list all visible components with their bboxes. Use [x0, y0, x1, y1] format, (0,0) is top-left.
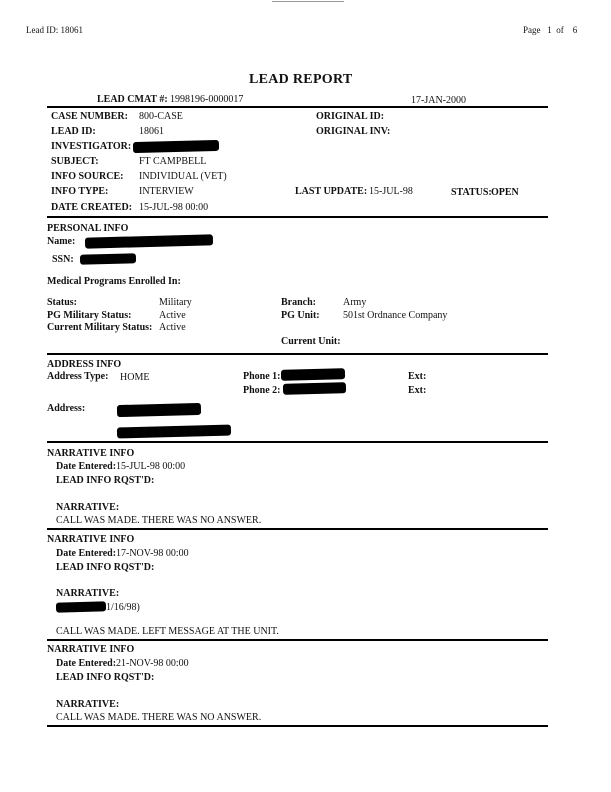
info-source-label: INFO SOURCE: [51, 171, 124, 182]
ssn-redaction [80, 253, 136, 264]
report-title: LEAD REPORT [249, 72, 353, 87]
page-total: 6 [572, 25, 578, 35]
info-type-value: INTERVIEW [139, 186, 194, 197]
phone1-redaction [281, 368, 345, 381]
pg-military-status-value: Active [159, 310, 186, 321]
lead-info-rqstd-label: LEAD INFO RQST'D: [56, 672, 155, 683]
lead-info-rqstd-label: LEAD INFO RQST'D: [56, 562, 155, 573]
pg-military-status-label: PG Military Status: [47, 310, 132, 321]
divider [47, 106, 548, 108]
divider [47, 528, 548, 530]
address-info-heading: ADDRESS INFO [47, 359, 122, 370]
case-number-value: 800-CASE [139, 111, 183, 122]
lead-info-rqstd-label: LEAD INFO RQST'D: [56, 475, 155, 486]
date-created-label: DATE CREATED: [51, 202, 133, 213]
info-source-value: INDIVIDUAL (VET) [139, 171, 227, 182]
branch-value: Army [343, 297, 367, 308]
original-id-label: ORIGINAL ID: [316, 111, 385, 122]
investigator-label: INVESTIGATOR: [51, 141, 132, 152]
status-value: OPEN [491, 187, 519, 198]
narrative-text: CALL WAS MADE. THERE WAS NO ANSWER. [56, 712, 262, 723]
subject-label: SUBJECT: [51, 156, 99, 167]
top-scan-line [272, 1, 344, 2]
name-label: Name: [47, 236, 76, 247]
narrative-label: NARRATIVE: [56, 588, 120, 599]
divider [47, 639, 548, 641]
address-line2-redaction [117, 425, 231, 439]
current-unit-label: Current Unit: [281, 336, 341, 347]
date-entered-value: 15-JUL-98 00:00 [116, 461, 186, 472]
phone2-label: Phone 2: [243, 385, 281, 396]
narrative-heading: NARRATIVE INFO [47, 644, 135, 655]
status-label: STATUS: [451, 187, 492, 198]
narrative-text: CALL WAS MADE. THERE WAS NO ANSWER. [56, 515, 262, 526]
ssn-label: SSN: [52, 254, 74, 265]
narrative-heading: NARRATIVE INFO [47, 448, 135, 459]
cmat-value: 1998196-0000017 [170, 94, 244, 105]
address-type-label: Address Type: [47, 371, 109, 382]
last-update-label: LAST UPDATE: [295, 186, 368, 197]
divider [47, 441, 548, 443]
ext2-label: Ext: [408, 385, 427, 396]
date-entered-label: Date Entered: [56, 658, 117, 669]
narrative-label: NARRATIVE: [56, 502, 120, 513]
divider [47, 216, 548, 218]
personal-info-heading: PERSONAL INFO [47, 223, 129, 234]
narrative-label: NARRATIVE: [56, 699, 120, 710]
date-entered-value: 21-NOV-98 00:00 [116, 658, 189, 669]
case-number-label: CASE NUMBER: [51, 111, 128, 122]
divider [47, 725, 548, 727]
of-label: of [556, 25, 564, 35]
date-created-value: 15-JUL-98 00:00 [139, 202, 209, 213]
current-military-status-value: Active [159, 322, 186, 333]
address-label: Address: [47, 403, 86, 414]
narrative-heading: NARRATIVE INFO [47, 534, 135, 545]
info-type-label: INFO TYPE: [51, 186, 109, 197]
investigator-redaction [133, 140, 219, 153]
narrative-note: 1/16/98) [106, 602, 140, 613]
cmat-label: LEAD CMAT #: [97, 94, 168, 105]
address-line1-redaction [117, 403, 201, 417]
pg-unit-label: PG Unit: [281, 310, 320, 321]
page-number: 1 [547, 25, 552, 35]
phone1-label: Phone 1: [243, 371, 281, 382]
current-military-status-label: Current Military Status: [47, 322, 153, 333]
lead-id-label: LEAD ID: [51, 126, 96, 137]
last-update-value: 15-JUL-98 [369, 186, 413, 197]
date-entered-label: Date Entered: [56, 461, 117, 472]
lead-id-value: 18061 [139, 126, 164, 137]
narrative-redaction [56, 601, 106, 612]
header-lead-id: Lead ID: 18061 [26, 25, 83, 35]
narrative-text: CALL WAS MADE. LEFT MESSAGE AT THE UNIT. [56, 626, 279, 637]
ext1-label: Ext: [408, 371, 427, 382]
pg-unit-value: 501st Ordnance Company [343, 310, 448, 321]
page-indicator [523, 25, 577, 35]
page-label: Page [523, 25, 541, 35]
military-status-value: Military [159, 297, 192, 308]
medical-programs-label: Medical Programs Enrolled In: [47, 276, 181, 287]
cmat-date: 17-JAN-2000 [411, 95, 466, 106]
date-entered-value: 17-NOV-98 00:00 [116, 548, 189, 559]
address-type-value: HOME [120, 372, 150, 383]
original-inv-label: ORIGINAL INV: [316, 126, 391, 137]
name-redaction [85, 234, 213, 248]
phone2-redaction [283, 382, 346, 395]
branch-label: Branch: [281, 297, 316, 308]
divider [47, 353, 548, 355]
military-status-label: Status: [47, 297, 78, 308]
subject-value: FT CAMPBELL [139, 156, 207, 167]
date-entered-label: Date Entered: [56, 548, 117, 559]
